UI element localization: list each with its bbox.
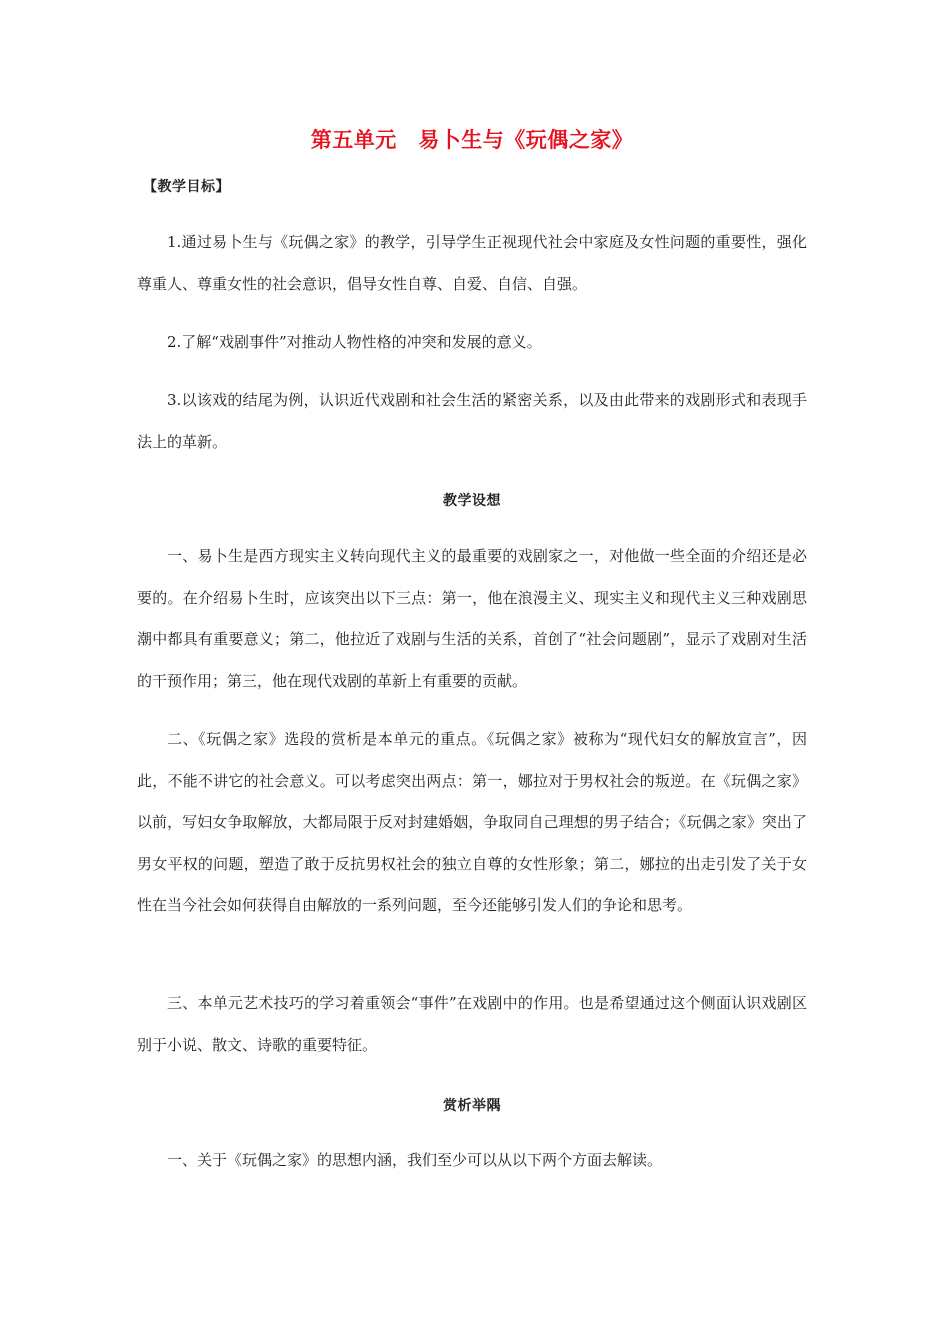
- document-title: 第五单元 易卜生与《玩偶之家》: [310, 128, 634, 152]
- design-paragraph-3: 三、本单元艺术技巧的学习着重领会“事件”在戏剧中的作用。也是希望通过这个侧面认识戏剧区别于小说、散文、诗歌的重要特征。: [137, 994, 807, 1054]
- appreciation-paragraph-1: 一、关于《玩偶之家》的思想内涵，我们至少可以从以下两个方面去解读。: [167, 1151, 663, 1169]
- objectives-heading: 【教学目标】: [143, 179, 230, 195]
- design-paragraph-2: 二、《玩偶之家》选段的赏析是本单元的重点。《玩偶之家》被称为“现代妇女的解放宣言”，因此，不能不讲它的社会意义。可以考虑突出两点：第一，娜拉对于男权社会的叛逆。在《玩偶之家》以前，写妇女争取解放，大都局限于反对封建婚姻，争取同自己理想的男子结合；《玩偶之家》突出了男女平权的问题，塑造了敢于反抗男权社会的独立自尊的女性形象；第二，娜拉的出走引发了关于女性在当今社会如何获得自由解放的一系列问题，至今还能够引发人们的争论和思考。: [137, 730, 807, 914]
- objective-paragraph-1: 1.通过易卜生与《玩偶之家》的教学，引导学生正视现代社会中家庭及女性问题的重要性，强化尊重人、尊重女性的社会意识，倡导女性自尊、自爱、自信、自强。: [137, 233, 807, 293]
- objective-paragraph-2: 2.了解“戏剧事件”对推动人物性格的冲突和发展的意义。: [167, 333, 542, 351]
- design-heading: 教学设想: [443, 493, 501, 509]
- objective-paragraph-3: 3.以该戏的结尾为例，认识近代戏剧和社会生活的紧密关系，以及由此带来的戏剧形式和表现手法上的革新。: [137, 391, 807, 451]
- design-paragraph-1: 一、易卜生是西方现实主义转向现代主义的最重要的戏剧家之一，对他做一些全面的介绍还是必要的。在介绍易卜生时，应该突出以下三点：第一，他在浪漫主义、现实主义和现代主义三种戏剧思潮中都具有重要意义；第二，他拉近了戏剧与生活的关系，首创了“社会问题剧”，显示了戏剧对生活的干预作用；第三，他在现代戏剧的革新上有重要的贡献。: [137, 547, 807, 690]
- appreciation-heading: 赏析举隅: [443, 1098, 501, 1114]
